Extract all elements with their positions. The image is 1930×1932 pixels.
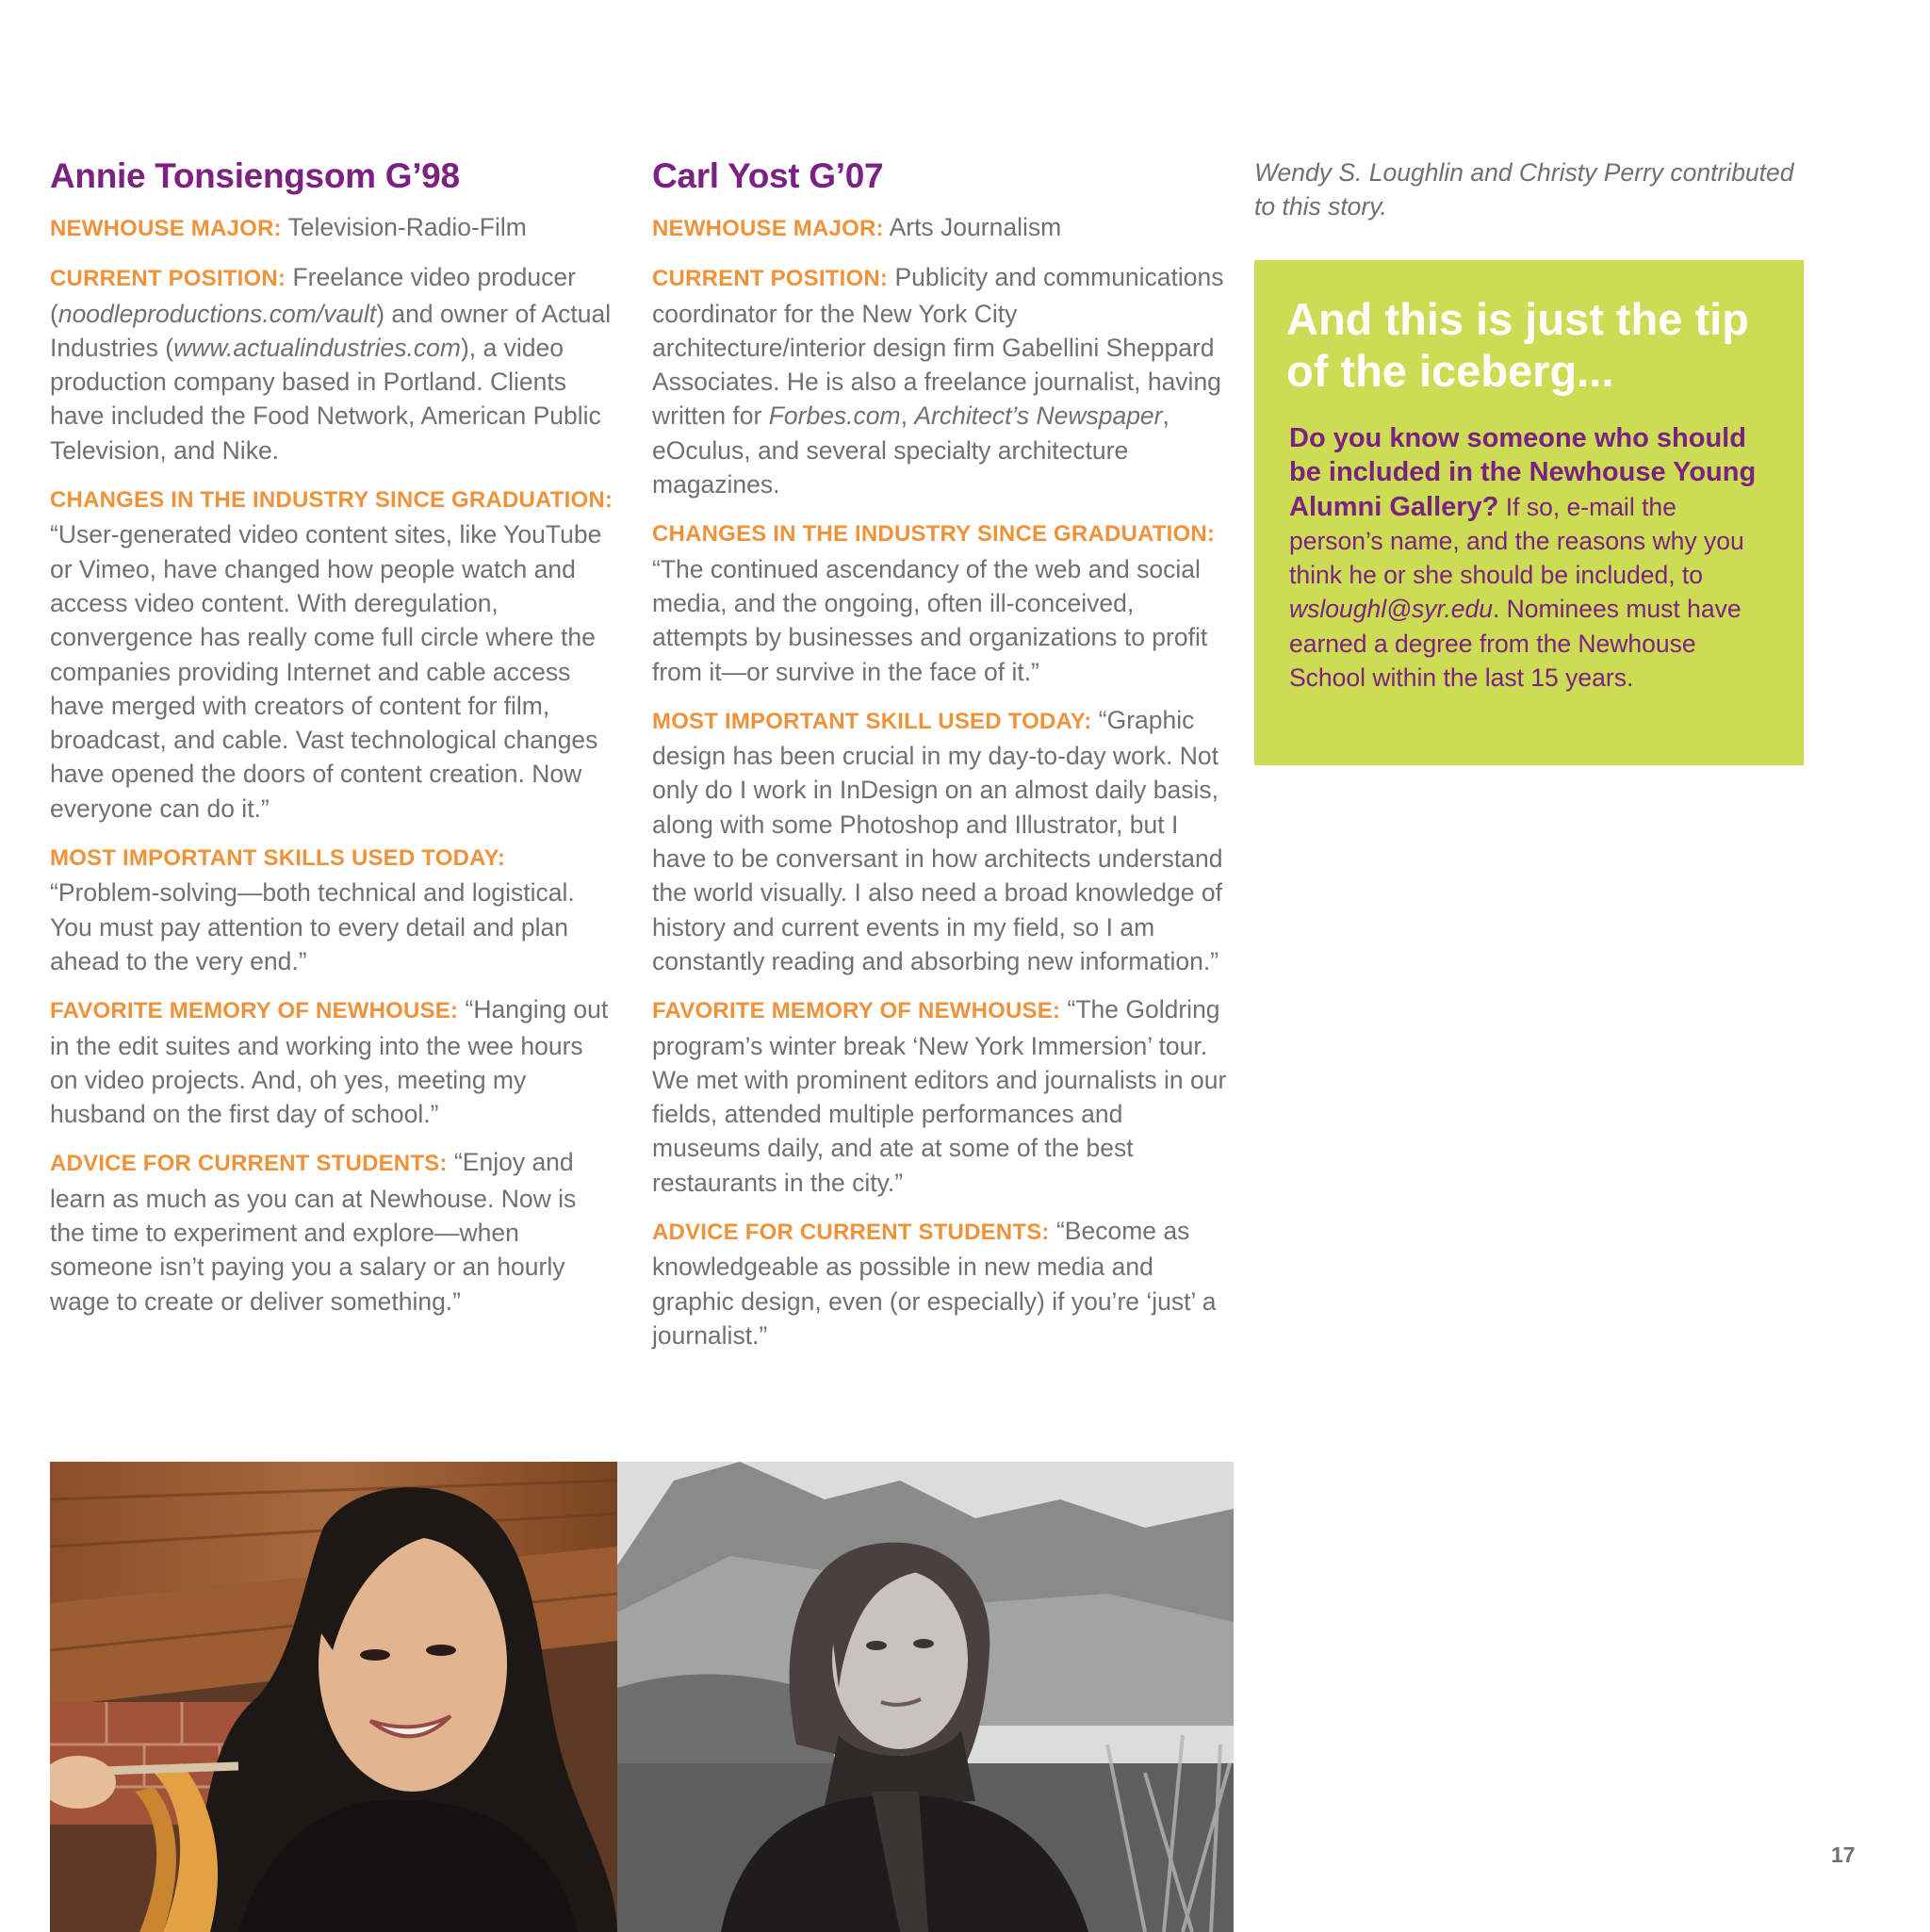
annie-photo <box>50 1462 617 1932</box>
field-value: , <box>900 401 915 431</box>
publication-name: Forbes.com <box>768 401 901 431</box>
field-value: Television-Radio-Film <box>281 213 527 241</box>
annie-photo-illustration <box>50 1462 617 1932</box>
major-field <box>50 210 615 246</box>
story-credit: Wendy S. Loughlin and Christy Perry contributed to this story. <box>1254 158 1794 221</box>
field-label: ADVICE FOR CURRENT STUDENTS: <box>652 1220 1050 1246</box>
skills-field <box>50 840 615 978</box>
skills-field <box>652 703 1227 978</box>
field-value: “Become as knowledgeable as possible in new media and graphic design, even (or especially) if you’re ‘just’ a journalist.” <box>652 1217 1217 1350</box>
field-label: MOST IMPORTANT SKILL USED TODAY: <box>652 708 1092 734</box>
changes-field <box>652 516 1227 688</box>
field-value: “Problem-solving—both technical and logistical. You must pay attention to every detail and plan ahead to the very end.” <box>50 878 575 975</box>
major-field <box>652 210 1227 246</box>
website-link[interactable]: noodleproductions.com/vault <box>57 299 377 328</box>
field-value: “Enjoy and learn as much as you can at Newhouse. Now is the time to experiment and explore—when someone isn’t paying you a salary or an hourly wage to create or deliver something.” <box>50 1148 577 1316</box>
field-value: “User-generated video content sites, like YouTube or Vimeo, have changed how people watch and access video content. With deregulation, convergence has really come full circle where the companies providing Internet and cable access have merged with creators of content for film, broadcast, and cable. Vast technological changes have opened the doors of content creation. Now everyone can do it.” <box>50 520 602 823</box>
advice-field <box>50 1145 615 1318</box>
page-number: 17 <box>1831 1842 1856 1867</box>
callout-question: Do you know someone who should be included in the Newhouse Young Alumni Gallery? <box>1289 423 1757 522</box>
profile-name: Carl Yost G’07 <box>652 156 884 195</box>
field-label: MOST IMPORTANT SKILLS USED TODAY: <box>50 845 506 872</box>
changes-field <box>50 482 615 826</box>
field-value: “Graphic design has been crucial in my day-to-day work. Not only do I work in InDesign on an almost daily basis, along with some Photoshop and Illustrator, but I have to be conversant in how architects understand the world visually. I also need a broad knowledge of history and current events in my field, so I am constantly reading and absorbing new information.” <box>652 705 1223 975</box>
field-label: NEWHOUSE MAJOR: <box>652 216 884 241</box>
field-label: ADVICE FOR CURRENT STUDENTS: <box>50 1151 448 1177</box>
carl-photo <box>617 1462 1234 1932</box>
publication-name: Architect’s Newspaper <box>914 401 1163 431</box>
callout-body <box>1286 421 1770 695</box>
field-label: FAVORITE MEMORY OF NEWHOUSE: <box>50 998 459 1024</box>
field-value: “The Goldring program’s winter break ‘New York Immersion’ tour. We met with prominent editors and journalists in our fields, attended multiple performances and museums daily, and ate at some of the best restaurants in the city.” <box>652 995 1227 1197</box>
callout-text: . Nominees must have earned a degree from the Newhouse School within the last 15 years. <box>1289 595 1742 693</box>
field-value: Publicity and communications coordinator for the New York City architecture/interior design firm Gabellini Sheppard Associates. He is also a freelance journalist, having written for <box>652 263 1224 431</box>
field-value: “The continued ascendancy of the web and social media, and the ongoing, often ill-conceived, attempts by businesses and organizations to profit from it—or survive in the face of it.” <box>652 554 1208 686</box>
field-value: Arts Journalism <box>883 213 1062 241</box>
advice-field <box>652 1214 1227 1352</box>
callout-heading: And this is just the tip of the iceberg... <box>1286 294 1749 396</box>
memory-field <box>652 992 1227 1200</box>
field-label: FAVORITE MEMORY OF NEWHOUSE: <box>652 998 1061 1024</box>
field-value: ) and owner of Actual Industries ( <box>50 299 612 362</box>
email-link[interactable]: wsloughl@syr.edu <box>1289 595 1493 624</box>
memory-field <box>50 992 615 1131</box>
field-label: CURRENT POSITION: <box>652 266 889 292</box>
position-field <box>50 260 615 467</box>
field-label: NEWHOUSE MAJOR: <box>50 216 282 241</box>
callout-box <box>1254 260 1804 765</box>
profile-annie <box>50 156 615 1333</box>
position-field <box>652 260 1227 501</box>
carl-photo-illustration <box>617 1462 1234 1932</box>
field-label: CHANGES IN THE INDUSTRY SINCE GRADUATION: <box>50 487 613 514</box>
profile-name: Annie Tonsiengsom G’98 <box>50 156 460 195</box>
field-value: ), a video production company based in Portland. Clients have included the Food Network, American Public Television, and Nike. <box>50 333 601 465</box>
callout-text: If so, e-mail the person’s name, and the reasons why you think he or she should be included, to <box>1289 492 1744 590</box>
website-link[interactable]: www.actualindustries.com <box>173 333 461 362</box>
field-value: Freelance video producer ( <box>50 263 576 328</box>
field-value: “Hanging out in the edit suites and working into the wee hours on video projects. And, oh yes, meeting my husband on the first day of school.” <box>50 995 609 1129</box>
profile-carl <box>652 156 1227 1367</box>
field-label: CURRENT POSITION: <box>50 266 286 292</box>
credit-column <box>1254 156 1806 223</box>
field-label: CHANGES IN THE INDUSTRY SINCE GRADUATION: <box>652 521 1216 548</box>
field-value: , eOculus, and several specialty architecture magazines. <box>652 401 1169 499</box>
